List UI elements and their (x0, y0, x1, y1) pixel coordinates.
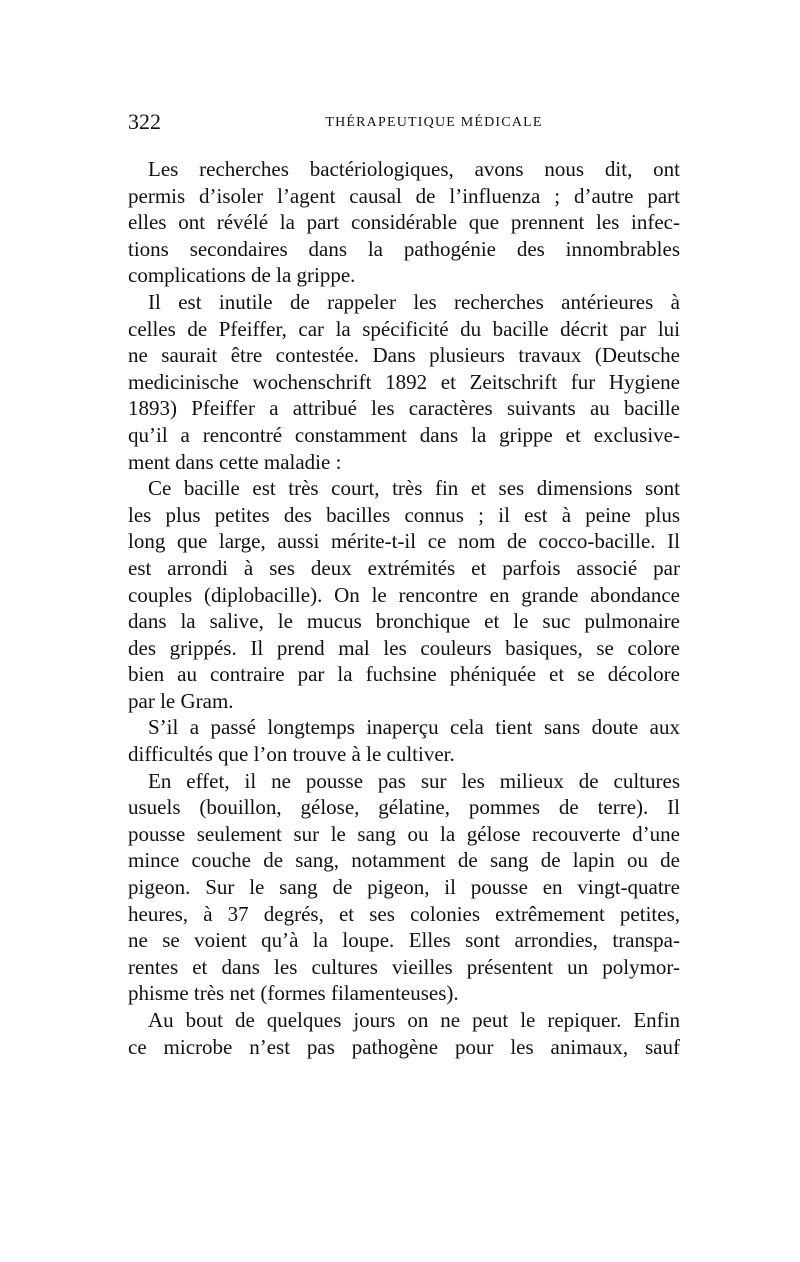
text-line: dans la salive, le mucus bronchique et le suc pulmonaire (128, 609, 680, 634)
text-line: ment dans cette maladie : (128, 449, 342, 474)
text-line: long que large, aussi mérite-t-il ce nom de cocco-bacille. Il (128, 529, 680, 554)
text-line: phisme très net (formes filamenteuses). (128, 981, 459, 1006)
text-line: couples (diplobacille). On le rencontre en grande abondance (128, 582, 680, 607)
text-line: heures, à 37 degrés, et ses colonies extrêmement petites, (128, 901, 680, 926)
body-text (128, 156, 680, 1060)
text-line: des grippés. Il prend mal les couleurs basiques, se colore (128, 635, 680, 660)
text-line: celles de Pfeiffer, car la spécificité du bacille décrit par lui (128, 316, 680, 341)
text-line: ce microbe n’est pas pathogène pour les animaux, sauf (128, 1034, 680, 1059)
text-line: tions secondaires dans la pathogénie des innombrables (128, 236, 680, 261)
text-line: mince couche de sang, notamment de sang de lapin ou de (128, 848, 680, 873)
text-line: Il est inutile de rappeler les recherches antérieures à (148, 289, 680, 314)
text-line: rentes et dans les cultures vieilles présentent un polymor- (128, 954, 680, 979)
text-line: S’il a passé longtemps inaperçu cela tient sans doute aux (148, 715, 680, 740)
text-line: elles ont révélé la part considérable que prennent les infec- (128, 210, 680, 235)
text-line: est arrondi à ses deux extrémités et parfois associé par (128, 555, 680, 580)
text-line: par le Gram. (128, 688, 234, 713)
text-line: bien au contraire par la fuchsine phéniquée et se décolore (128, 662, 680, 687)
page-number: 322 (128, 109, 161, 134)
text-line: qu’il a rencontré constamment dans la grippe et exclusive- (128, 422, 680, 447)
text-line: les plus petites des bacilles connus ; il est à peine plus (128, 502, 680, 527)
text-line: usuels (bouillon, gélose, gélatine, pommes de terre). Il (128, 795, 680, 820)
text-line: permis d’isoler l’agent causal de l’influenza ; d’autre part (128, 183, 680, 208)
text-line: ne se voient qu’à la loupe. Elles sont arrondies, transpa- (128, 928, 680, 953)
text-line: pigeon. Sur le sang de pigeon, il pousse en vingt-quatre (128, 875, 680, 900)
page-header (128, 104, 680, 140)
running-title: THÉRAPEUTIQUE MÉDICALE (325, 115, 543, 130)
text-line: Ce bacille est très court, très fin et ses dimensions sont (148, 476, 680, 501)
text-line: complications de la grippe. (128, 263, 356, 288)
text-line: pousse seulement sur le sang ou la gélose recouverte d’une (128, 821, 680, 846)
text-line: Les recherches bactériologiques, avons nous dit, ont (148, 157, 680, 181)
text-line: En effet, il ne pousse pas sur les milieux de cultures (148, 768, 680, 793)
text-line: medicinische wochenschrift 1892 et Zeitschrift fur Hygiene (128, 369, 680, 394)
text-line: difficultés que l’on trouve à le cultiver. (128, 742, 455, 767)
text-line: 1893) Pfeiffer a attribué les caractères suivants au bacille (128, 396, 680, 421)
text-line: ne saurait être contestée. Dans plusieurs travaux (Deutsche (128, 343, 680, 368)
text-line: Au bout de quelques jours on ne peut le repiquer. Enfin (148, 1008, 680, 1032)
